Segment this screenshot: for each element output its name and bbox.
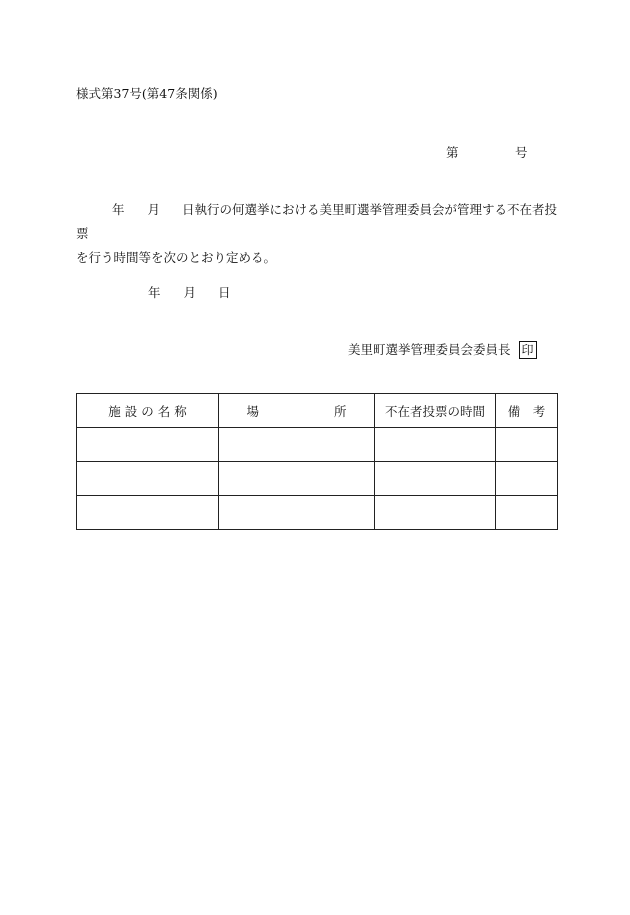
table-cell <box>496 462 558 496</box>
seal-mark: 印 <box>519 341 537 359</box>
paragraph-year: 年 <box>112 202 125 217</box>
date-day: 日 <box>218 285 231 300</box>
header-remarks: 備 考 <box>496 394 558 428</box>
table-cell <box>375 462 496 496</box>
table-cell <box>375 428 496 462</box>
header-voting-time: 不在者投票の時間 <box>375 394 496 428</box>
signer-title: 美里町選挙管理委員会委員長 <box>348 342 511 357</box>
table-cell <box>219 462 375 496</box>
form-label: 様式第37号(第47条関係) <box>76 86 218 101</box>
paragraph-month: 月 <box>147 202 161 217</box>
table-row <box>77 462 558 496</box>
doc-number-prefix: 第 <box>446 145 459 160</box>
table-cell <box>496 496 558 530</box>
table-cell <box>219 496 375 530</box>
table-row <box>77 428 558 462</box>
signer <box>348 340 537 359</box>
paragraph-line-2: を行う時間等を次のとおり定める。 <box>76 250 277 265</box>
table-cell <box>219 428 375 462</box>
table-cell <box>375 496 496 530</box>
table-cell <box>77 462 219 496</box>
paragraph-line-1 <box>76 198 566 246</box>
paragraph-rest: 日執行の何選挙における美里町選挙管理委員会が管理する不在者投票 <box>76 202 558 241</box>
header-location: 場 所 <box>219 394 375 428</box>
facility-table <box>76 393 558 530</box>
date-line <box>148 283 231 301</box>
table-cell <box>77 428 219 462</box>
table-cell <box>496 428 558 462</box>
main-paragraph <box>76 198 566 270</box>
table-header-row <box>77 394 558 428</box>
doc-number-suffix: 号 <box>515 145 528 160</box>
header-facility-name: 施 設 の 名 称 <box>77 394 219 428</box>
date-year: 年 <box>148 285 161 300</box>
table-cell <box>77 496 219 530</box>
date-month: 月 <box>183 285 197 300</box>
table-row <box>77 496 558 530</box>
